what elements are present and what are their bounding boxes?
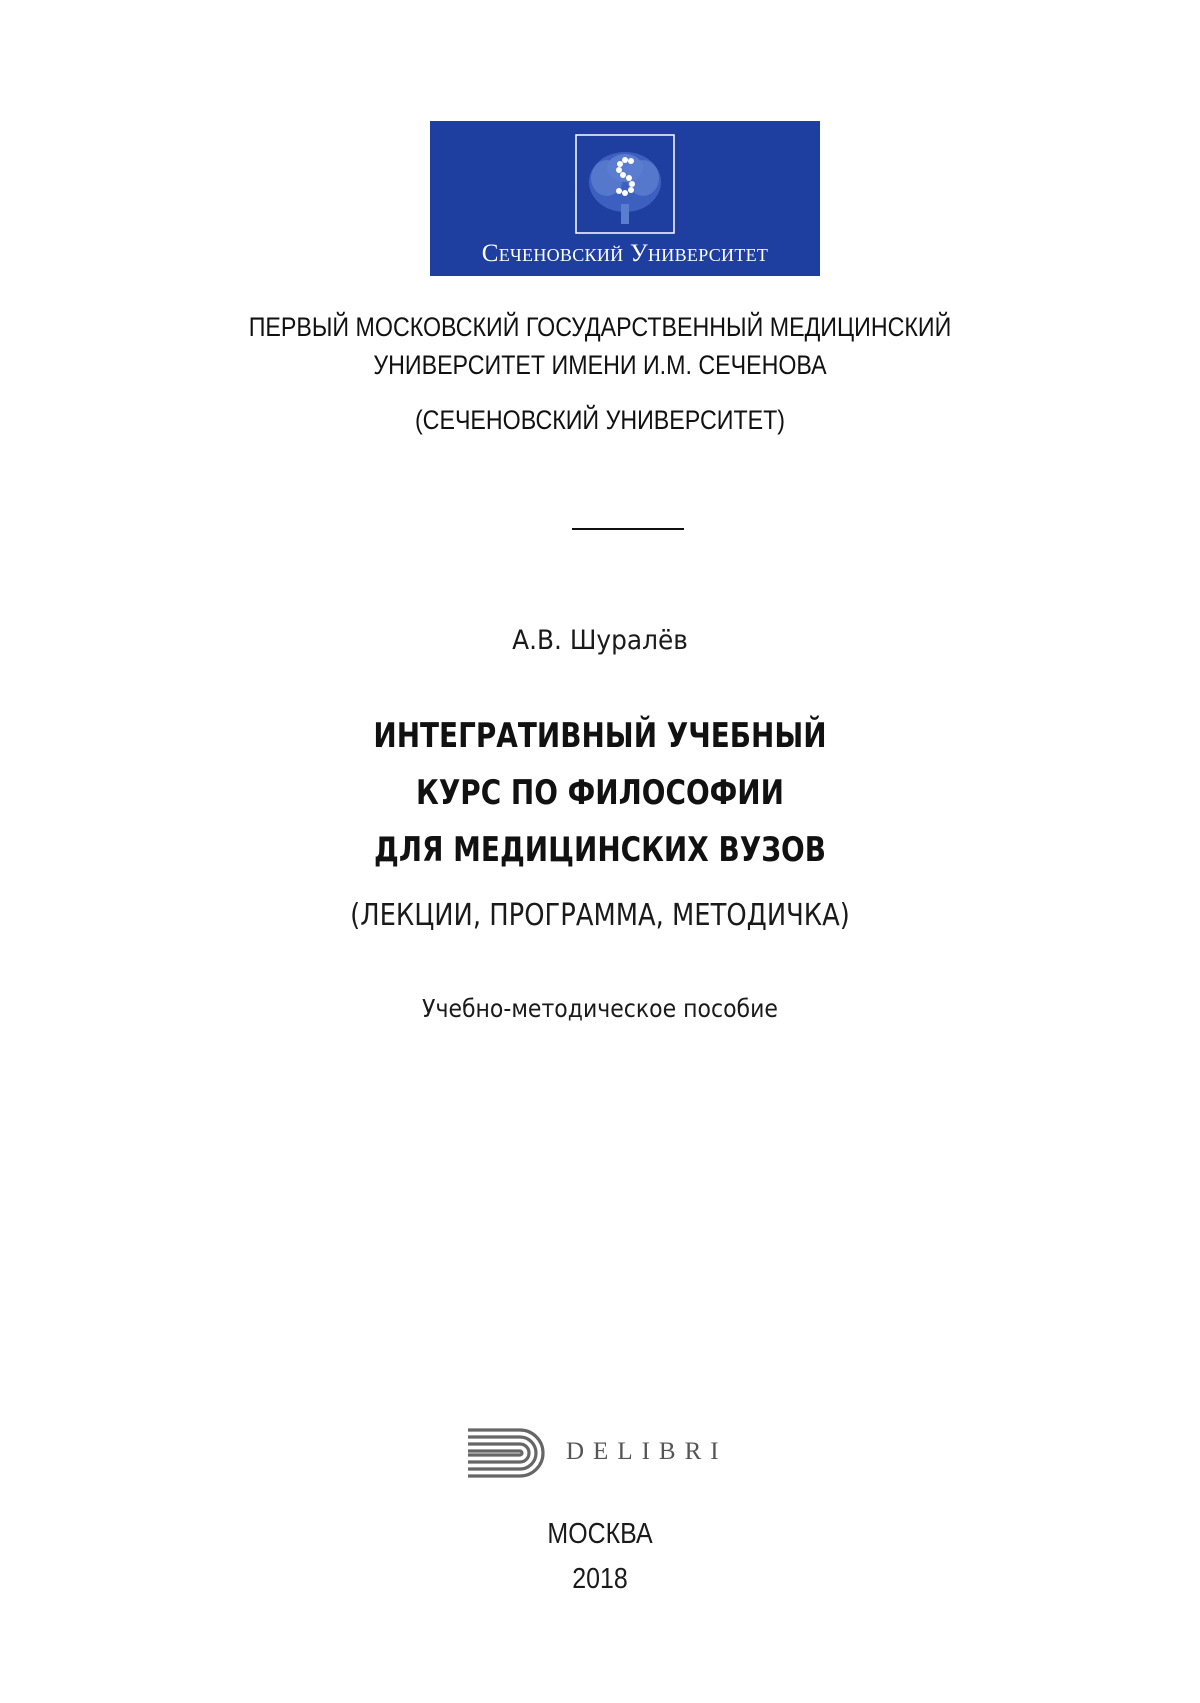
logo-text: Сеченовский Университет (481, 240, 769, 267)
title-line-3: ДЛЯ МЕДИЦИНСКИХ ВУЗОВ (374, 830, 826, 870)
imprint-year: 2018 (572, 1563, 628, 1595)
institution-line-3: (СЕЧЕНОВСКИЙ УНИВЕРСИТЕТ) (414, 405, 786, 435)
publisher-name: DELIBRI (566, 1438, 728, 1465)
title-line-2: КУРС ПО ФИЛОСОФИИ (416, 773, 784, 813)
institution-line-2: УНИВЕРСИТЕТ ИМЕНИ И.М. СЕЧЕНОВА (373, 350, 827, 380)
document-type: Учебно-методическое пособие (422, 994, 778, 1023)
institution-line-1: ПЕРВЫЙ МОСКОВСКИЙ ГОСУДАРСТВЕННЫЙ МЕДИЦИНСКИЙ (248, 312, 952, 342)
university-logo (430, 121, 820, 276)
author-name: А.В. Шуралёв (512, 625, 688, 656)
tree-s-emblem-icon (575, 134, 675, 234)
subtitle: (ЛЕКЦИИ, ПРОГРАММА, МЕТОДИЧКА) (350, 898, 850, 933)
imprint-city: МОСКВА (547, 1518, 653, 1550)
delibri-d-logo-icon (466, 1424, 556, 1482)
divider-rule (572, 528, 684, 530)
publisher-logo (466, 1424, 746, 1482)
title-line-1: ИНТЕГРАТИВНЫЙ УЧЕБНЫЙ (373, 716, 827, 756)
